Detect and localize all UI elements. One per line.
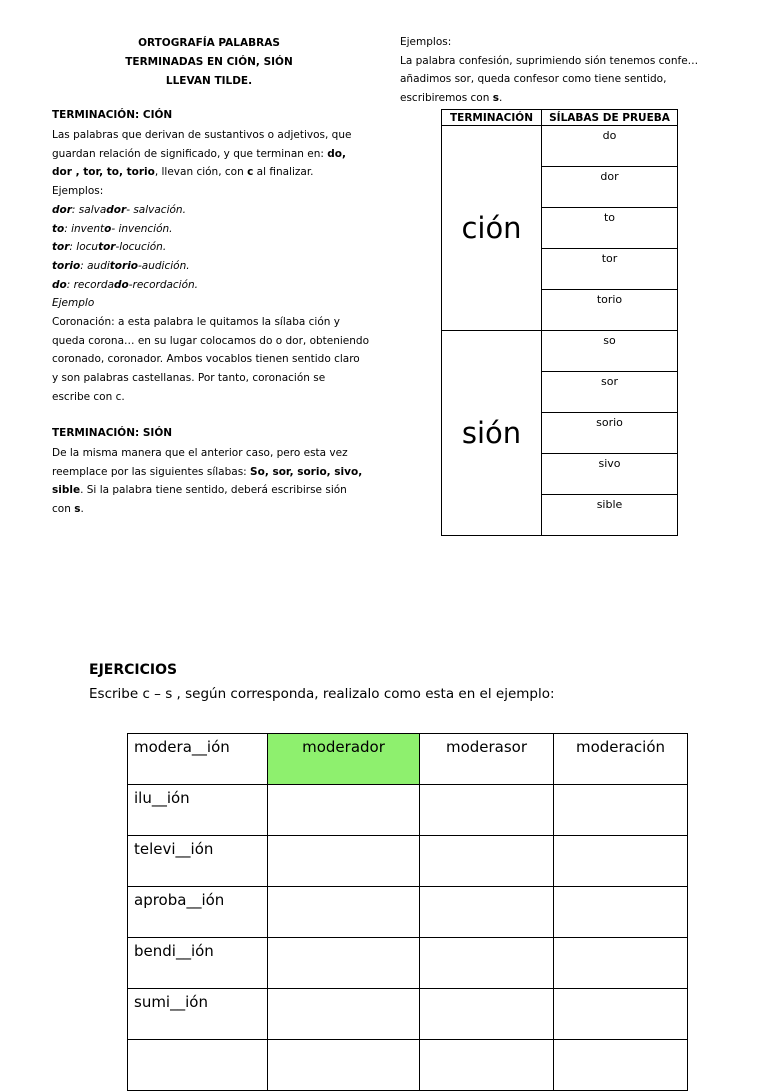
text: .: [80, 503, 84, 516]
example-bold: tor: [98, 241, 116, 254]
exercises-table: [127, 733, 688, 1091]
paragraph-line: Coronación: a esta palabra le quitamos la sílaba ción y: [52, 316, 340, 329]
example-text: - invención.: [111, 222, 173, 235]
exercise-answer-cell[interactable]: [420, 938, 554, 989]
exercise-answer-cell[interactable]: [268, 785, 420, 836]
example-bold: o: [104, 222, 112, 235]
title-line-1: ORTOGRAFÍA PALABRAS: [138, 37, 280, 49]
example-key: tor: [52, 241, 70, 254]
text: , llevan ción, con: [154, 166, 248, 179]
exercise-answer-cell[interactable]: moderador: [268, 734, 420, 785]
header-silabas: SÍLABAS DE PRUEBA: [542, 110, 678, 126]
cion-intro-2: [52, 145, 382, 164]
exercise-row: [128, 734, 688, 785]
syllable-cell: do: [542, 126, 678, 167]
syllable-cell: sorio: [542, 413, 678, 454]
exercise-answer-cell[interactable]: [268, 836, 420, 887]
exercise-answer-cell[interactable]: [554, 989, 688, 1040]
text: guardan relación de significado, y que terminan en:: [52, 147, 328, 160]
text: . Si la palabra tiene sentido, deberá escribirse sión: [80, 484, 347, 497]
title-line-3: LLEVAN TILDE.: [165, 75, 253, 87]
cion-example: [52, 276, 382, 295]
exercise-answer-cell[interactable]: [420, 887, 554, 938]
exercise-word-cell: ilu__ión: [128, 785, 268, 836]
syllable-row: [442, 126, 678, 167]
right-line-3: [400, 89, 730, 108]
exercise-word-cell: [128, 1040, 268, 1091]
text-bold: c: [247, 166, 254, 179]
text: Ejemplo: [52, 297, 95, 310]
sion-line-3: [52, 481, 382, 500]
example-text: - salvación.: [126, 203, 186, 216]
right-examples-label: Ejemplos:: [400, 36, 452, 48]
syllable-cell: sivo: [542, 454, 678, 495]
exercise-answer-cell[interactable]: [554, 887, 688, 938]
example-text: -audición.: [138, 259, 190, 272]
title-line-2: TERMINADAS EN CIÓN, SIÓN: [125, 56, 293, 68]
examples-label: Ejemplos:: [52, 185, 104, 198]
syllable-cell: tor: [542, 249, 678, 290]
exercise-answer-cell[interactable]: [554, 836, 688, 887]
exercise-answer-cell[interactable]: [420, 836, 554, 887]
cion-paragraph: [52, 313, 382, 407]
exercise-row: [128, 785, 688, 836]
exercise-word-cell: bendi__ión: [128, 938, 268, 989]
ending-cell: ción: [442, 126, 542, 331]
exercise-word-cell: aproba__ión: [128, 887, 268, 938]
syllable-cell: sible: [542, 495, 678, 536]
text: con: [52, 503, 75, 516]
sion-line-4: [52, 500, 382, 519]
syllable-row: [442, 331, 678, 372]
exercises-title: EJERCICIOS: [89, 662, 178, 678]
syllable-cell: so: [542, 331, 678, 372]
exercise-row: [128, 1040, 688, 1091]
example-label: [52, 294, 382, 313]
cion-body: [52, 126, 382, 407]
syllable-cell: torio: [542, 290, 678, 331]
exercise-word-cell: modera__ión: [128, 734, 268, 785]
exercise-answer-cell[interactable]: [268, 1040, 420, 1091]
text: reemplace por las siguientes sílabas:: [52, 465, 251, 478]
example-key: dor: [52, 203, 72, 216]
sion-line-1: De la misma manera que el anterior caso, pero esta vez: [52, 447, 348, 459]
exercise-answer-cell[interactable]: [268, 938, 420, 989]
paragraph-line: escribe con c.: [52, 390, 125, 403]
example-text: -recordación.: [128, 278, 199, 291]
exercise-answer-cell[interactable]: [420, 785, 554, 836]
exercise-row: [128, 836, 688, 887]
exercise-answer-cell[interactable]: moderación: [554, 734, 688, 785]
text: .: [498, 92, 503, 105]
cion-example: [52, 220, 382, 239]
example-key: torio: [52, 259, 81, 272]
syllable-cell: to: [542, 208, 678, 249]
example-key: to: [52, 222, 65, 235]
exercise-answer-cell[interactable]: [420, 989, 554, 1040]
right-line-1: La palabra confesión, suprimiendo sión tenemos confe…: [400, 54, 699, 67]
example-key: do: [52, 278, 67, 291]
example-text: : invent: [64, 222, 105, 235]
sion-line-2: [52, 463, 382, 482]
cion-heading: TERMINACIÓN: CIÓN: [52, 109, 173, 121]
exercise-answer-cell[interactable]: [554, 785, 688, 836]
exercise-answer-cell[interactable]: [554, 1040, 688, 1091]
text: escribiremos con: [400, 92, 493, 105]
example-text: : salva: [71, 203, 107, 216]
cion-examples-list: [52, 201, 382, 295]
exercise-answer-cell[interactable]: [554, 938, 688, 989]
exercise-answer-cell[interactable]: [268, 989, 420, 1040]
paragraph-line: coronado, coronador. Ambos vocablos tienen sentido claro: [52, 353, 360, 366]
paragraph-line: queda corona… en su lugar colocamos do o dor, obteniendo: [52, 334, 370, 347]
exercise-row: [128, 989, 688, 1040]
right-examples: [400, 33, 730, 108]
exercise-answer-cell[interactable]: [268, 887, 420, 938]
example-text: : recorda: [66, 278, 114, 291]
sion-body: [52, 444, 382, 519]
syllable-table: [441, 109, 678, 536]
cion-example: [52, 201, 382, 220]
sion-heading: TERMINACIÓN: SIÓN: [52, 427, 173, 439]
example-text: -locución.: [115, 241, 167, 254]
example-bold: torio: [109, 259, 139, 272]
paragraph-line: y son palabras castellanas. Por tanto, coronación se: [52, 372, 326, 385]
example-text: : locu: [69, 241, 99, 254]
ending-cell: sión: [442, 331, 542, 536]
cion-example: [52, 257, 382, 276]
exercise-row: [128, 887, 688, 938]
cion-intro-1: Las palabras que derivan de sustantivos o adjetivos, que: [52, 129, 352, 141]
example-bold: dor: [106, 203, 127, 216]
exercise-word-cell: sumi__ión: [128, 989, 268, 1040]
example-bold: do: [114, 278, 129, 291]
exercises-instruction: Escribe c – s , según corresponda, realizalo como esta en el ejemplo:: [89, 686, 555, 702]
syllable-cell: dor: [542, 167, 678, 208]
header-terminacion: TERMINACIÓN: [442, 110, 542, 126]
cion-intro-3: [52, 163, 382, 182]
exercise-row: [128, 938, 688, 989]
text-bold: So, sor, sorio, sivo,: [250, 465, 363, 478]
text-bold: s: [74, 503, 81, 516]
page-title: [60, 34, 358, 91]
text-bold: sible: [52, 484, 81, 497]
cion-example: [52, 238, 382, 257]
right-line-2: añadimos sor, queda confesor como tiene sentido,: [400, 73, 667, 86]
exercise-answer-cell[interactable]: moderasor: [420, 734, 554, 785]
text: al finalizar.: [253, 166, 314, 179]
exercise-word-cell: televi__ión: [128, 836, 268, 887]
syllable-cell: sor: [542, 372, 678, 413]
text-bold: do,: [327, 147, 346, 160]
text-bold: dor , tor, to, torio: [52, 166, 155, 179]
text-bold: s: [492, 92, 499, 105]
example-text: : audi: [80, 259, 110, 272]
exercise-answer-cell[interactable]: [420, 1040, 554, 1091]
